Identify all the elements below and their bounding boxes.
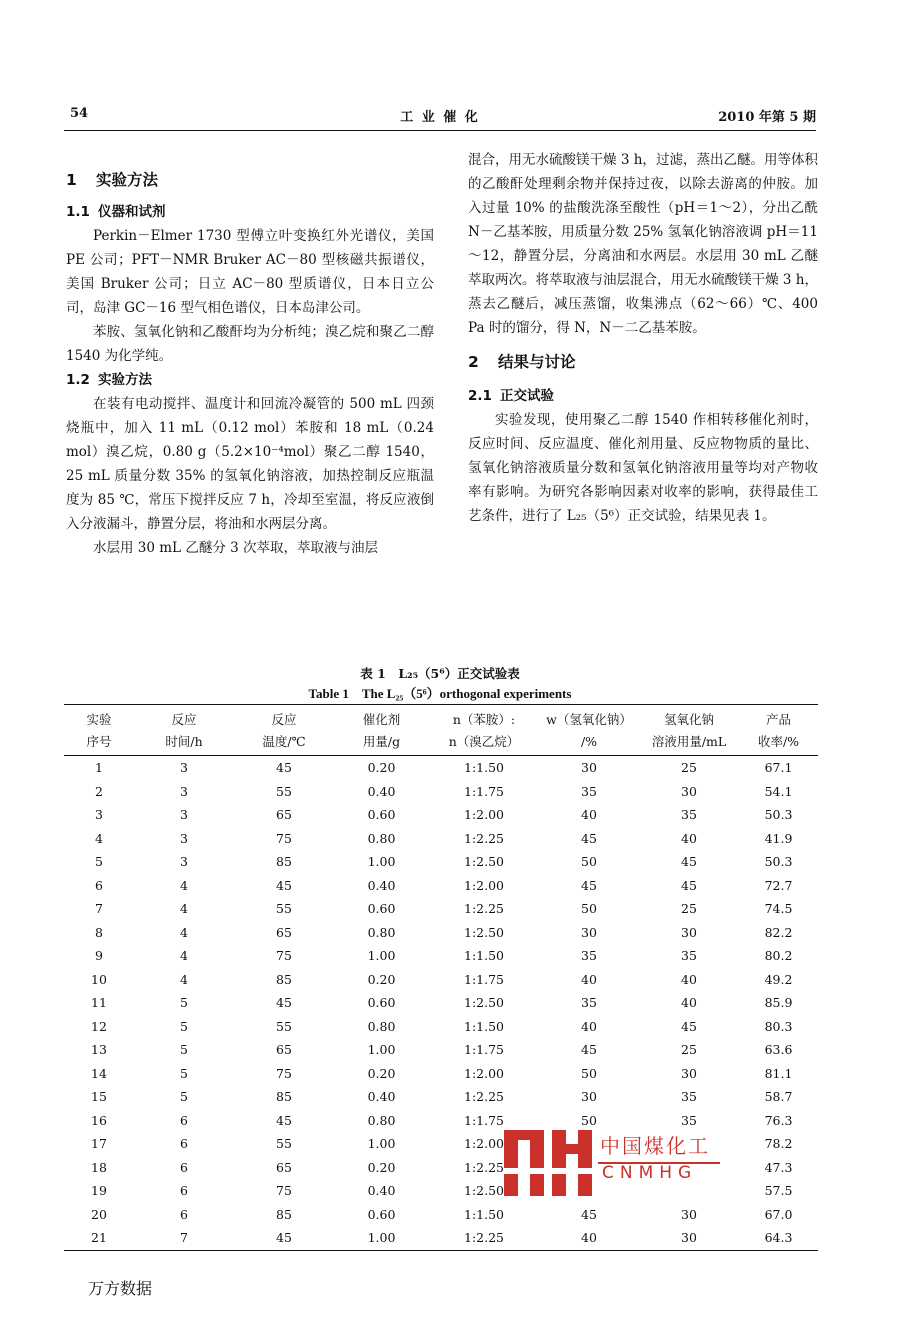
table-cell: 40 xyxy=(581,971,597,987)
table-cell: 47.3 xyxy=(764,1159,793,1175)
table-cell: 80.2 xyxy=(764,948,793,963)
table-cell: 1:2.25 xyxy=(464,901,504,916)
paragraph-orthogonal: 实验发现，使用聚乙二醇 1540 作相转移催化剂时，反应时间、反应温度、催化剂用量、反应物物质的量比、氢氧化钠溶液质量分数和氢氧化钠溶液用量等均对产物收率有影响。为研究各影响因素对收率的影响，获得最佳工艺条件，进行了 L₂₅（5⁶）正交试验，结果见表 1。 xyxy=(468,412,818,524)
table-cell: 30 xyxy=(581,1089,597,1104)
table-cell: 0.20 xyxy=(367,1065,396,1081)
table-cell: 6 xyxy=(180,1206,188,1222)
table-row xyxy=(64,1062,818,1086)
paragraph-instruments: Perkin－Elmer 1730 型傅立叶变换红外光谱仪，美国 PE 公司；PFT－NMR Bruker AC－80 型核磁共振谱仪，美国 Bruker 公司；日立 AC－80 型质谱仪，日本日立公司，岛津 GC－16 型气相色谱仪，日本岛津公司。 xyxy=(66,228,434,316)
table-cell: 0.40 xyxy=(367,1089,396,1104)
table-cell: 67.1 xyxy=(764,760,793,775)
table-cell: 4 xyxy=(180,877,188,893)
table-cell: 1:1.75 xyxy=(464,1042,504,1057)
column-header-unit: n（溴乙烷） xyxy=(429,731,539,756)
table-cell: 50.3 xyxy=(764,854,793,869)
table-cell: 80.3 xyxy=(764,1018,793,1034)
table-cell: 30 xyxy=(681,783,697,799)
table-cell: 4 xyxy=(180,901,188,916)
table-cell: 0.80 xyxy=(367,1112,396,1128)
table-cell: 45 xyxy=(276,1112,292,1128)
table-row xyxy=(64,944,818,968)
column-header: 产品 xyxy=(739,705,818,732)
column-header: 反应 xyxy=(134,705,234,732)
table-cell: 3 xyxy=(180,830,188,846)
table-cell: 78.2 xyxy=(764,1136,793,1151)
column-header: 实验 xyxy=(64,705,134,732)
table-cell: 5 xyxy=(180,995,188,1010)
table-cell: 65 xyxy=(276,924,292,940)
subsection-heading-1-2: 1.2 实验方法 xyxy=(66,372,152,388)
table-cell: 1.00 xyxy=(367,854,396,869)
table-cell: 30 xyxy=(639,1226,739,1250)
table-cell: 76.3 xyxy=(764,1112,793,1128)
watermark-text-en: CNMHG xyxy=(602,1163,698,1183)
table-row xyxy=(64,756,818,780)
table-cell: 10 xyxy=(91,971,107,987)
table-cell: 30 xyxy=(581,924,597,940)
section-heading-1: 1 实验方法 xyxy=(66,171,159,189)
watermark-text-cn: 中国煤化工 xyxy=(600,1134,710,1158)
table-cell: 0.60 xyxy=(367,1206,396,1222)
table-cell: 0.40 xyxy=(367,877,396,893)
table-cell: 18 xyxy=(91,1159,107,1175)
table-cell: 50 xyxy=(581,1065,597,1081)
table-cell: 35 xyxy=(681,1089,697,1104)
table-cell: 45 xyxy=(581,1042,597,1057)
table-cell: 5 xyxy=(180,1065,188,1081)
table-cell: 0.40 xyxy=(367,1183,396,1198)
table-cell: 40 xyxy=(581,807,597,822)
table-cell: 0.20 xyxy=(367,760,396,775)
table-cell: 50 xyxy=(581,901,597,916)
table-cell: 75 xyxy=(276,1183,292,1198)
table-cell: 0.60 xyxy=(367,807,396,822)
table-cell: 11 xyxy=(91,995,107,1010)
table-cell: 1:1.50 xyxy=(464,1018,504,1034)
table-cell: 85 xyxy=(276,1206,292,1222)
table-cell: 45 xyxy=(276,760,292,775)
table-cell: 1:1.75 xyxy=(464,1112,504,1128)
table-row xyxy=(64,874,818,898)
table-cell: 75 xyxy=(276,1065,292,1081)
column-header-unit: 时间/h xyxy=(134,731,234,756)
table-cell: 75 xyxy=(276,948,292,963)
table-cell: 45 xyxy=(234,1226,334,1250)
table-cell: 45 xyxy=(276,995,292,1010)
column-header-unit: 溶液用量/mL xyxy=(639,731,739,756)
table-caption-en: Table 1 The L₂₅（5⁶）orthogonal experiments xyxy=(308,686,572,701)
table-cell: 1:2.50 xyxy=(464,854,504,869)
column-header-unit: 收率/% xyxy=(739,731,818,756)
page-number: 54 xyxy=(70,106,89,121)
table-cell: 55 xyxy=(276,1136,292,1151)
table-cell: 4 xyxy=(95,830,103,846)
table-row xyxy=(64,1203,818,1227)
table-cell: 7 xyxy=(134,1226,234,1250)
table-cell: 1:2.50 xyxy=(464,995,504,1010)
table-cell: 6 xyxy=(180,1183,188,1198)
table-cell: 85 xyxy=(276,971,292,987)
table-cell: 6 xyxy=(180,1136,188,1151)
table-cell: 1:2.25 xyxy=(464,830,504,846)
table-cell: 25 xyxy=(681,1042,697,1057)
table-cell: 40 xyxy=(681,830,697,846)
table-caption-cn: 表 1 L₂₅（5⁶）正交试验表 xyxy=(360,666,520,681)
table-cell: 82.2 xyxy=(764,924,793,940)
issue-label: 2010 年第 5 期 xyxy=(718,110,816,125)
column-header: 催化剂 xyxy=(334,705,429,732)
table-cell: 17 xyxy=(91,1136,107,1151)
table-row xyxy=(64,991,818,1015)
table-cell: 45 xyxy=(276,877,292,893)
table-row xyxy=(64,1226,818,1250)
table-cell: 3 xyxy=(180,807,188,822)
table-header-row-1 xyxy=(64,705,818,732)
table-cell: 4 xyxy=(180,971,188,987)
table-cell: 54.1 xyxy=(764,783,793,799)
table-row xyxy=(64,803,818,827)
table-cell: 45 xyxy=(681,854,697,869)
table-cell: 13 xyxy=(91,1042,107,1057)
column-header-unit: 用量/g xyxy=(334,731,429,756)
table-cell: 57.5 xyxy=(764,1183,793,1198)
table-cell: 30 xyxy=(681,1206,697,1222)
table-cell: 55 xyxy=(276,1018,292,1034)
table-cell: 35 xyxy=(681,807,697,822)
paragraph-reagents: 苯胺、氢氧化钠和乙酸酐均为分析纯；溴乙烷和聚乙二醇 1540 为化学纯。 xyxy=(66,324,434,364)
paragraph-extraction: 水层用 30 mL 乙醚分 3 次萃取，萃取液与油层 xyxy=(93,540,378,556)
table-cell: 7 xyxy=(95,901,103,916)
table-cell: 21 xyxy=(64,1226,134,1250)
table-cell: 1:2.00 xyxy=(464,1136,504,1151)
table-cell: 9 xyxy=(95,948,103,963)
table-cell: 55 xyxy=(276,901,292,916)
subsection-heading-2-1: 2.1 正交试验 xyxy=(468,388,554,404)
table-cell: 5 xyxy=(180,1018,188,1034)
subsection-heading-1-1: 1.1 仪器和试剂 xyxy=(66,204,166,220)
table-cell: 25 xyxy=(681,901,697,916)
table-cell: 67.0 xyxy=(764,1206,793,1222)
column-header: 反应 xyxy=(234,705,334,732)
table-cell: 75 xyxy=(276,830,292,846)
table-cell: 1.00 xyxy=(334,1226,429,1250)
table-cell: 85.9 xyxy=(764,995,793,1010)
paragraph-workup: 混合，用无水硫酸镁干燥 3 h，过滤，蒸出乙醚。用等体积的乙酸酐处理剩余物并保持过夜，以除去游离的仲胺。加入过量 10% 的盐酸洗涤至酸性（pH＝1～2），分出乙酰 N－乙基苯胺，用质量分数 25% 氢氧化钠溶液调 pH＝11～12，静置分层，分离油和水两层。水层用 30 mL 乙醚萃取两次。将萃取液与油层混合，用无水硫酸镁干燥 3 h，蒸去乙醚后，减压蒸馏，收集沸点（62～66）℃、400 Pa 时的馏分，得 N，N－二乙基苯胺。 xyxy=(468,152,818,336)
table-cell: 1:1.50 xyxy=(464,760,504,775)
table-cell: 45 xyxy=(581,1206,597,1222)
table-cell: 45 xyxy=(681,877,697,893)
table-cell: 25 xyxy=(681,760,697,775)
table-cell: 0.80 xyxy=(367,830,396,846)
table-cell: 45 xyxy=(581,877,597,893)
table-cell: 8 xyxy=(95,924,103,940)
table-row xyxy=(64,1015,818,1039)
table-row xyxy=(64,780,818,804)
table-cell: 0.40 xyxy=(367,783,396,799)
journal-name: 工 业 催 化 xyxy=(400,110,480,125)
table-row xyxy=(64,1038,818,1062)
table-cell: 5 xyxy=(180,1042,188,1057)
table-cell: 1.00 xyxy=(367,948,396,963)
table-cell: 81.1 xyxy=(764,1065,793,1081)
table-cell: 49.2 xyxy=(764,971,793,987)
table-row xyxy=(64,1085,818,1109)
table-cell: 0.20 xyxy=(367,1159,396,1175)
table-row xyxy=(64,897,818,921)
table-cell: 3 xyxy=(180,783,188,799)
table-row xyxy=(64,850,818,874)
table-cell: 40 xyxy=(681,971,697,987)
table-cell: 41.9 xyxy=(764,830,793,846)
table-cell: 58.7 xyxy=(764,1089,793,1104)
table-cell: 3 xyxy=(180,854,188,869)
table-cell: 35 xyxy=(681,948,697,963)
table-cell: 1:2.50 xyxy=(464,924,504,940)
table-cell: 63.6 xyxy=(764,1042,793,1057)
table-cell: 1:2.00 xyxy=(464,1065,504,1081)
table-cell: 45 xyxy=(581,830,597,846)
table-cell: 1:1.75 xyxy=(464,971,504,987)
table-cell: 1:2.00 xyxy=(464,807,504,822)
table-cell: 30 xyxy=(581,760,597,775)
table-cell: 3 xyxy=(180,760,188,775)
paragraph-method: 在装有电动搅拌、温度计和回流冷凝管的 500 mL 四颈烧瓶中，加入 11 mL（0.12 mol）苯胺和 18 mL（0.24 mol）溴乙烷，0.80 g（5.2×10⁻⁴mol）聚乙二醇 1540，25 mL 质量分数 35% 的氢氧化钠溶液，加热控制反应瓶温度为 85 ℃，常压下搅拌反应 7 h，冷却至室温，将反应液倒入分液漏斗，静置分层，将油和水两层分离。 xyxy=(66,396,434,532)
table-cell: 0.20 xyxy=(367,971,396,987)
column-header-unit: /% xyxy=(539,731,639,756)
table-cell: 65 xyxy=(276,1042,292,1057)
table-cell: 40 xyxy=(681,995,697,1010)
table-cell: 50 xyxy=(581,854,597,869)
table-cell: 16 xyxy=(91,1112,107,1128)
table-cell: 20 xyxy=(91,1206,107,1222)
table-cell: 45 xyxy=(681,1018,697,1034)
table-cell: 35 xyxy=(681,1112,697,1128)
table-cell: 65 xyxy=(276,1159,292,1175)
table-cell: 55 xyxy=(276,783,292,799)
running-header xyxy=(64,106,816,128)
column-header: n（苯胺）: xyxy=(429,705,539,732)
table-cell: 40 xyxy=(539,1226,639,1250)
table-cell: 2 xyxy=(95,783,103,799)
table-row xyxy=(64,921,818,945)
table-cell: 35 xyxy=(581,783,597,799)
table-cell: 64.3 xyxy=(739,1226,818,1250)
table-cell: 30 xyxy=(681,924,697,940)
right-column xyxy=(468,148,818,528)
table-cell: 40 xyxy=(581,1018,597,1034)
table-cell: 5 xyxy=(180,1089,188,1104)
table-cell: 1:1.75 xyxy=(464,783,504,799)
table-cell: 0.60 xyxy=(367,995,396,1010)
table-cell: 85 xyxy=(276,1089,292,1104)
table-cell: 4 xyxy=(180,948,188,963)
table-row xyxy=(64,827,818,851)
table-cell: 19 xyxy=(91,1183,107,1198)
table-row xyxy=(64,968,818,992)
table-cell: 0.80 xyxy=(367,1018,396,1034)
table-cell: 1:2.00 xyxy=(464,877,504,893)
table-cell: 85 xyxy=(276,854,292,869)
table-cell: 0.80 xyxy=(367,924,396,940)
table-cell: 1:2.25 xyxy=(464,1159,504,1175)
table-cell: 12 xyxy=(91,1018,107,1034)
table-cell: 14 xyxy=(91,1065,107,1081)
table-cell: 1.00 xyxy=(367,1042,396,1057)
table-cell: 50.3 xyxy=(764,807,793,822)
table-cell: 1:1.50 xyxy=(464,1206,504,1222)
table-cell: 1.00 xyxy=(367,1136,396,1151)
table-cell: 30 xyxy=(681,1065,697,1081)
footer-source: 万方数据 xyxy=(88,1279,153,1298)
column-header-unit: 序号 xyxy=(64,731,134,756)
table-cell: 4 xyxy=(180,924,188,940)
table-cell: 6 xyxy=(95,877,103,893)
table-cell: 35 xyxy=(581,995,597,1010)
table-cell: 0.60 xyxy=(367,901,396,916)
column-header: 氢氧化钠 xyxy=(639,705,739,732)
column-header: w（氢氧化钠） xyxy=(539,705,639,732)
table-cell: 35 xyxy=(581,948,597,963)
left-column xyxy=(66,148,434,560)
section-heading-2: 2 结果与讨论 xyxy=(468,353,576,371)
table-cell: 15 xyxy=(91,1089,107,1104)
table-cell: 1:2.50 xyxy=(464,1183,504,1198)
table-cell: 5 xyxy=(95,854,103,869)
table-cell: 1:2.25 xyxy=(429,1226,539,1250)
table-cell: 65 xyxy=(276,807,292,822)
table-cell: 6 xyxy=(180,1159,188,1175)
table-cell: 74.5 xyxy=(764,901,793,916)
table-cell: 50 xyxy=(581,1112,597,1128)
table-cell: 1:2.25 xyxy=(464,1089,504,1104)
table-cell: 3 xyxy=(95,807,103,822)
table-header-row-2 xyxy=(64,731,818,756)
table-cell: 1:1.50 xyxy=(464,948,504,963)
table-cell: 72.7 xyxy=(764,877,793,893)
header-rule xyxy=(64,130,816,131)
table-cell: 6 xyxy=(180,1112,188,1128)
table-cell: 1 xyxy=(95,760,103,775)
column-header-unit: 温度/℃ xyxy=(234,731,334,756)
